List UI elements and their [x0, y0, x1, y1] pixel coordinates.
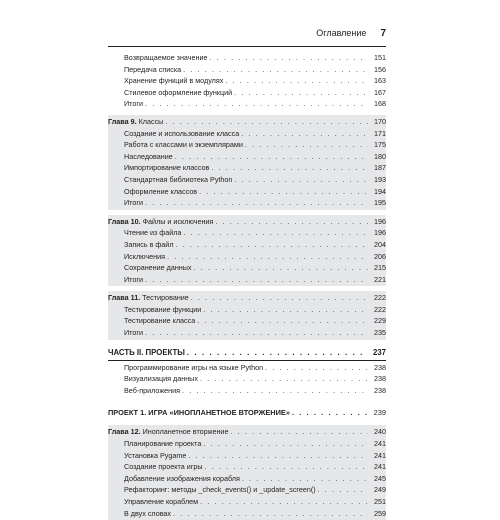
dot-leader [165, 116, 368, 128]
dot-leader [318, 484, 368, 496]
chapter-title: Тестирование [140, 293, 189, 303]
toc-entry-label: Работа с классами и экземплярами [124, 140, 243, 150]
toc-entry-page: 239 [373, 408, 386, 418]
toc-entry-page: 240 [374, 427, 386, 437]
toc-section-chapter8-tail [108, 52, 386, 110]
dot-leader [145, 327, 368, 339]
toc-entry-label: В двух словах [124, 508, 172, 518]
toc-entry-page: 193 [374, 174, 386, 184]
dot-leader [230, 426, 368, 438]
dot-leader [215, 216, 368, 228]
toc-entry-label: Возвращаемое значение [124, 53, 208, 62]
toc-chapter-heading[interactable] [108, 216, 386, 228]
dot-leader [197, 315, 368, 327]
toc-entry-page: 238 [374, 374, 386, 384]
toc-entry[interactable] [108, 52, 386, 64]
toc-entry-label: Веб-приложения [124, 385, 180, 395]
toc-entry[interactable] [108, 373, 386, 385]
toc-entry-label: Итоги [124, 99, 144, 109]
toc-entry-page: 196 [374, 216, 386, 226]
toc-entry-page: 229 [374, 316, 386, 326]
toc-entry-page: 241 [374, 450, 386, 460]
toc-entry[interactable] [108, 327, 386, 339]
toc-entry-label: Планирование проекта [124, 439, 202, 449]
toc-entry-label: Стандартная библиотека Python [124, 174, 233, 184]
dot-leader [210, 52, 369, 64]
dot-leader [176, 239, 368, 251]
toc-entry-page: 245 [374, 473, 386, 483]
toc-entry[interactable] [108, 385, 386, 397]
toc-entry-label: Рефакторинг: методы _check_events() и _update_screen() [124, 485, 316, 495]
toc-entry[interactable] [108, 362, 386, 374]
chapter-number: Глава 12. [108, 427, 141, 437]
toc-entry-label: Программирование игры на языке Python [124, 362, 264, 372]
dot-leader [194, 262, 368, 274]
dot-leader [200, 373, 368, 385]
toc-entry-page: 241 [374, 462, 386, 472]
dot-leader [187, 346, 366, 360]
toc-entry-label: Хранение функций в модулях [124, 76, 224, 86]
toc-entry-label: Тестирование функции [124, 304, 202, 314]
toc-entry[interactable] [108, 251, 386, 263]
toc-entry-label: Сохранение данных [124, 263, 192, 273]
toc-entry-page: 222 [374, 293, 386, 303]
chapter-title: Классы [136, 116, 164, 126]
toc-entry-label: Визуализация данных [124, 374, 198, 384]
chapter-number: Глава 10. [108, 216, 141, 226]
toc-entry[interactable] [108, 151, 386, 163]
toc-entry-page: 249 [374, 485, 386, 495]
toc-entry-page: 180 [374, 151, 386, 161]
toc-chapter-heading[interactable] [108, 292, 386, 304]
toc-entry-label: Запись в файл [124, 239, 174, 249]
project-number: ПРОЕКТ 1. [108, 408, 147, 418]
toc-entry[interactable] [108, 438, 386, 450]
toc-entry-page: 175 [374, 140, 386, 150]
dot-leader [183, 64, 368, 76]
toc-entry-page: 238 [374, 385, 386, 395]
toc-entry-label: Наследование [124, 151, 173, 161]
toc-entry-label: Итоги [124, 328, 144, 338]
toc-entry[interactable] [108, 128, 386, 140]
running-header [108, 28, 386, 47]
toc-entry-page: 151 [374, 53, 386, 62]
toc-entry-page: 235 [374, 328, 386, 338]
page-number: 7 [380, 28, 386, 39]
toc-project-1-heading[interactable] [108, 406, 386, 420]
toc-entry[interactable] [108, 186, 386, 198]
toc-entry[interactable] [108, 197, 386, 209]
dot-leader [234, 174, 368, 186]
toc-chapter-9 [108, 115, 386, 210]
toc-entry-page: 167 [374, 87, 386, 97]
toc-entry[interactable] [108, 162, 386, 174]
toc-entry[interactable] [108, 174, 386, 186]
dot-leader [199, 186, 368, 198]
dot-leader [145, 197, 368, 209]
chapter-number: Глава 9. [108, 116, 137, 126]
toc-entry-page: 194 [374, 186, 386, 196]
dot-leader [167, 251, 368, 263]
toc-entry[interactable] [108, 227, 386, 239]
toc-entry-page: 221 [374, 274, 386, 284]
dot-leader [182, 385, 368, 397]
dot-leader [200, 496, 368, 508]
toc-entry-label: Создание и использование класса [124, 128, 240, 138]
toc-chapter-12 [108, 425, 386, 520]
toc-entry[interactable] [108, 461, 386, 473]
toc-entry-label: Стилевое оформление функций [124, 87, 233, 97]
toc-entry[interactable] [108, 98, 386, 110]
toc-entry[interactable] [108, 64, 386, 76]
toc-entry-label: Импортирование классов [124, 163, 210, 173]
dot-leader [265, 362, 368, 374]
toc-entry-page: 171 [374, 128, 386, 138]
toc-entry-label: Чтение из файла [124, 228, 182, 238]
dot-leader [145, 274, 368, 286]
chapter-number: Глава 11. [108, 293, 141, 303]
toc-entry[interactable] [108, 484, 386, 496]
part-title: ЧАСТЬ II. ПРОЕКТЫ [108, 347, 185, 357]
toc-entry-page: 259 [374, 508, 386, 518]
running-header-title: Оглавление [316, 28, 367, 38]
toc-entry-page: 238 [374, 362, 386, 372]
toc-entry[interactable] [108, 450, 386, 462]
dot-leader [234, 87, 368, 99]
toc-entry-page: 215 [374, 263, 386, 273]
toc-entry-page: 187 [374, 163, 386, 173]
dot-leader [205, 461, 368, 473]
toc-entry-page: 195 [374, 198, 386, 208]
dot-leader [203, 304, 368, 316]
toc-entry-label: Управление кораблем [124, 497, 199, 506]
chapter-title: Файлы и исключения [140, 216, 214, 226]
toc-entry-page: 251 [374, 497, 386, 506]
toc-entry-page: 206 [374, 251, 386, 261]
toc-entry-label: Исключения [124, 251, 166, 261]
toc-chapter-11 [108, 291, 386, 339]
dot-leader [211, 162, 368, 174]
toc-entry-page: 156 [374, 64, 386, 74]
project-title: ИГРА «ИНОПЛАНЕТНОЕ ВТОРЖЕНИЕ» [146, 408, 290, 418]
dot-leader [241, 128, 368, 140]
dot-leader [225, 75, 368, 87]
toc-entry-label: Передача списка [124, 64, 182, 74]
toc-chapter-heading[interactable] [108, 116, 386, 128]
toc-entry-label: Тестирование класса [124, 316, 196, 326]
toc-entry-label: Итоги [124, 198, 144, 208]
toc-entry-label: Добавление изображения корабля [124, 473, 240, 483]
dot-leader [183, 227, 368, 239]
toc-entry[interactable] [108, 315, 386, 327]
toc-entry-label: Создание проекта игры [124, 462, 203, 472]
toc-entry[interactable] [108, 304, 386, 316]
toc-entry-label: Итоги [124, 274, 144, 284]
toc-entry[interactable] [108, 473, 386, 485]
dot-leader [175, 151, 368, 163]
toc-entry-page: 196 [374, 228, 386, 238]
dot-leader [292, 406, 368, 420]
toc-part-heading[interactable] [108, 346, 386, 361]
toc-entry[interactable] [108, 75, 386, 87]
toc-entry-page: 168 [374, 99, 386, 109]
toc-entry-page: 170 [374, 116, 386, 126]
toc-chapter-heading[interactable] [108, 426, 386, 438]
toc-entry-page: 222 [374, 304, 386, 314]
table-of-contents [108, 52, 386, 520]
toc-entry-page: 241 [374, 439, 386, 449]
toc-entry[interactable] [108, 496, 386, 508]
toc-part-2 [108, 346, 386, 397]
chapter-title: Инопланетное вторжение [140, 427, 229, 437]
dot-leader [242, 473, 368, 485]
toc-entry-label: Оформление классов [124, 186, 198, 196]
dot-leader [203, 438, 368, 450]
toc-entry-label: Установка Pygame [124, 450, 187, 460]
toc-entry[interactable] [108, 87, 386, 99]
toc-entry[interactable] [108, 139, 386, 151]
toc-entry[interactable] [108, 508, 386, 520]
dot-leader [188, 450, 368, 462]
toc-entry[interactable] [108, 274, 386, 286]
dot-leader [191, 292, 368, 304]
toc-entry-page: 204 [374, 239, 386, 249]
toc-entry[interactable] [108, 239, 386, 251]
toc-entry[interactable] [108, 262, 386, 274]
dot-leader [145, 98, 368, 110]
toc-chapter-10 [108, 215, 386, 287]
toc-entry-page: 237 [372, 347, 386, 357]
dot-leader [173, 508, 368, 520]
toc-entry-page: 163 [374, 76, 386, 86]
dot-leader [245, 139, 368, 151]
